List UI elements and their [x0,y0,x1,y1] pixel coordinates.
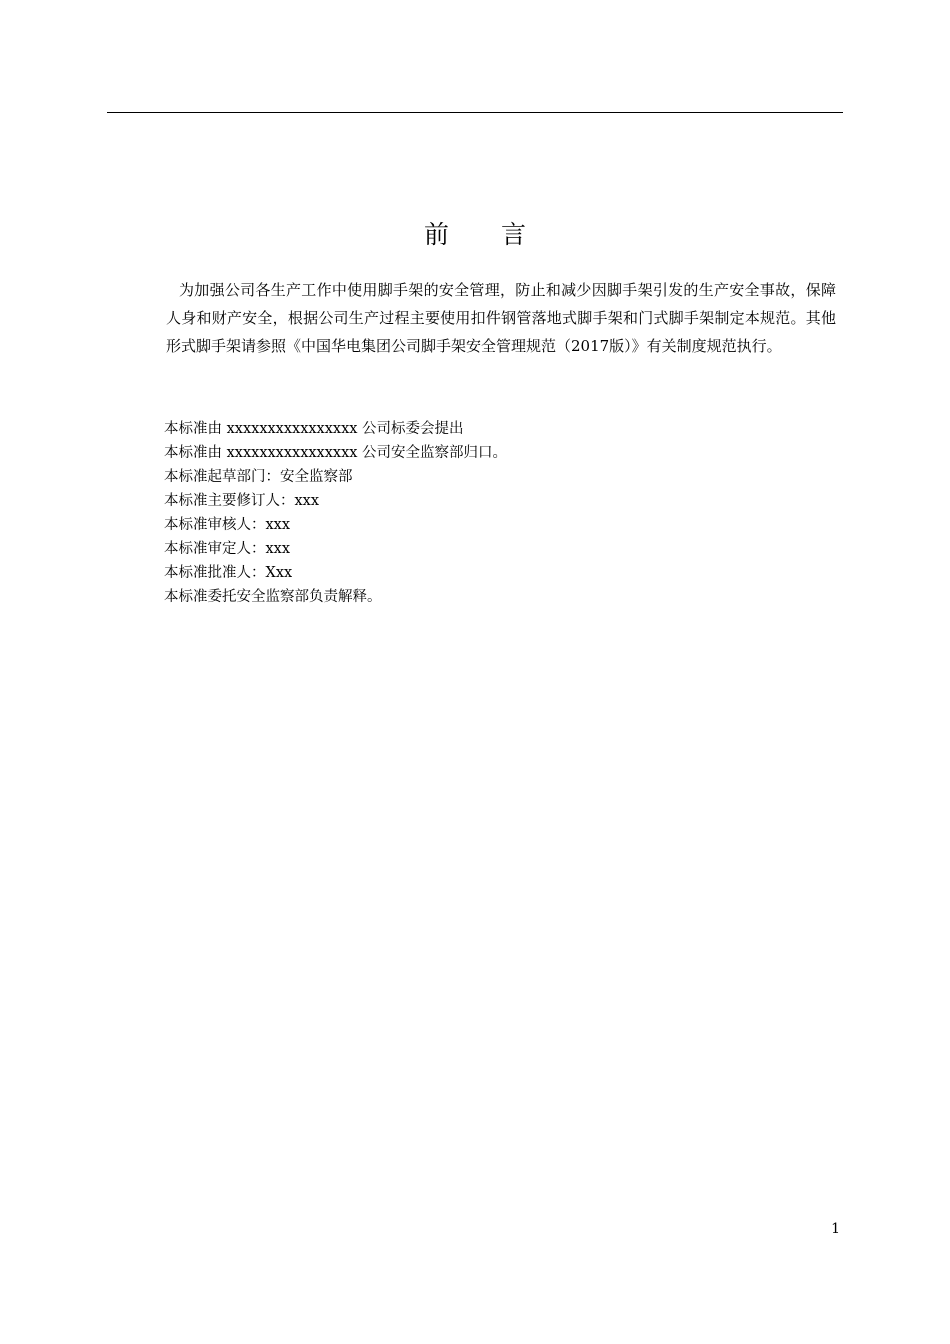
page-title [0,215,950,255]
page-number: 1 [831,1221,840,1237]
meta-managed-by: 本标准由 xxxxxxxxxxxxxxxx 公司安全监察部归口。 [164,445,508,461]
header-rule [107,112,843,113]
intro-paragraph: 为加强公司各生产工作中使用脚手架的安全管理，防止和减少因脚手架引发的生产安全事故，保障人身和财产安全，根据公司生产过程主要使用扣件钢管落地式脚手架和门式脚手架制定本规范。其他形式脚手架请参照《中国华电集团公司脚手架安全管理规范（2017版）》有关制度规范执行。 [166,281,836,355]
meta-approver: 本标准批准人：Xxx [164,565,293,581]
meta-examiner: 本标准审定人：xxx [164,541,291,557]
standard-metadata-list [164,417,834,609]
page-title-char-1: 前 [424,220,450,249]
meta-proposed-by: 本标准由 xxxxxxxxxxxxxxxx 公司标委会提出 [164,421,464,437]
meta-interpretation: 本标准委托安全监察部负责解释。 [164,589,382,605]
meta-drafting-department: 本标准起草部门：安全监察部 [164,469,353,485]
meta-reviewer: 本标准审核人：xxx [164,517,291,533]
page-title-char-2: 言 [501,220,527,249]
meta-main-reviser: 本标准主要修订人：xxx [164,493,320,509]
